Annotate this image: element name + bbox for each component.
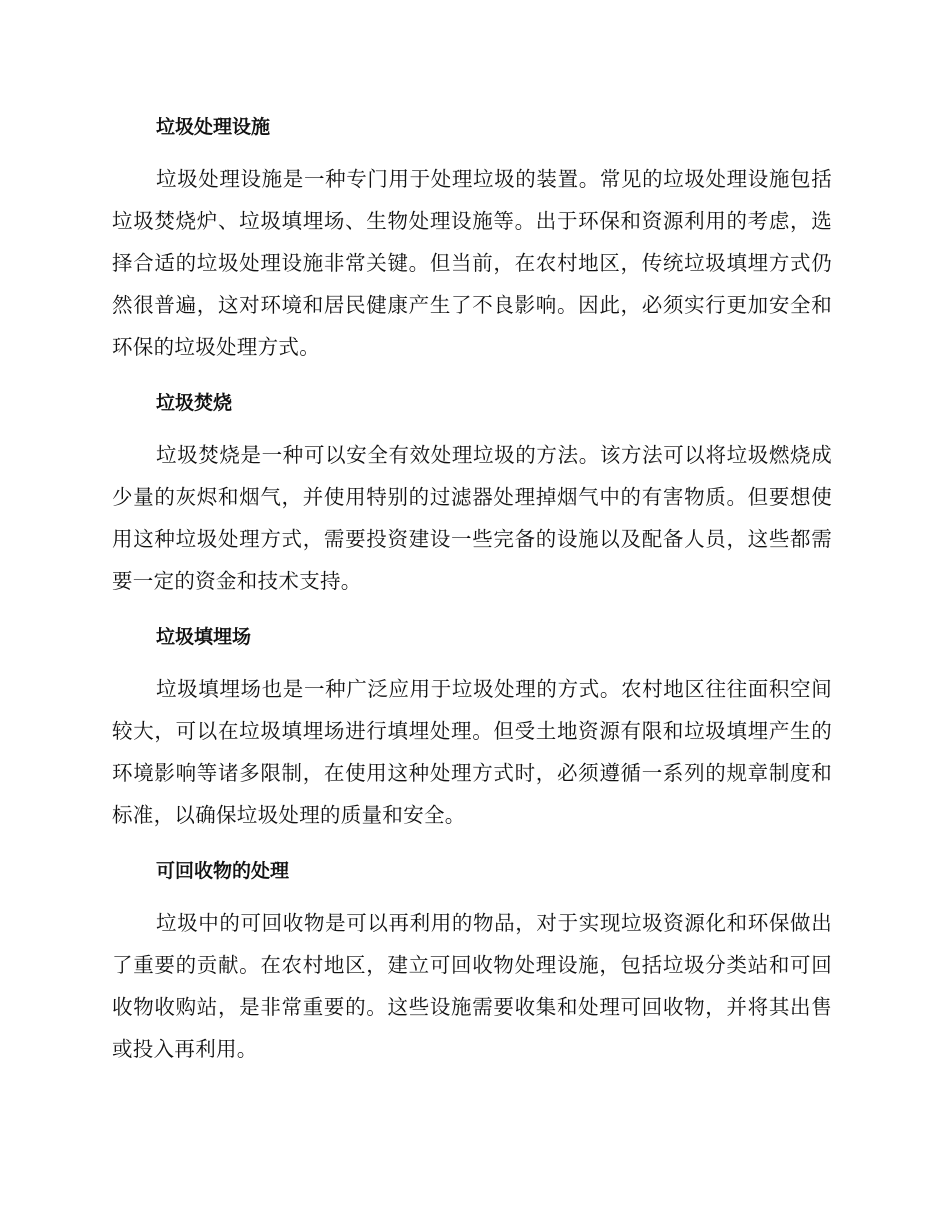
section-paragraph: 垃圾处理设施是一种专门用于处理垃圾的装置。常见的垃圾处理设施包括垃圾焚烧炉、垃圾填埋场、生物处理设施等。出于环保和资源利用的考虑，选择合适的垃圾处理设施非常关键。但当前，在农村地区，传统垃圾填埋方式仍然很普遍，这对环境和居民健康产生了不良影响。因此，必须实行更加安全和环保的垃圾处理方式。 xyxy=(112,167,832,359)
section-landfill xyxy=(112,616,832,836)
section-heading: 可回收物的处理 xyxy=(156,860,290,882)
section-paragraph: 垃圾中的可回收物是可以再利用的物品，对于实现垃圾资源化和环保做出了重要的贡献。在农村地区，建立可回收物处理设施，包括垃圾分类站和可回收物收购站，是非常重要的。这些设施需要收集和处理可回收物，并将其出售或投入再利用。 xyxy=(112,911,832,1061)
section-heading: 垃圾焚烧 xyxy=(156,392,233,414)
section-recyclables xyxy=(112,850,832,1070)
section-incineration xyxy=(112,382,832,602)
section-heading: 垃圾填埋场 xyxy=(156,626,252,648)
section-heading: 垃圾处理设施 xyxy=(156,116,271,138)
document-page xyxy=(112,106,832,1084)
section-paragraph: 垃圾焚烧是一种可以安全有效处理垃圾的方法。该方法可以将垃圾燃烧成少量的灰烬和烟气，并使用特别的过滤器处理掉烟气中的有害物质。但要想使用这种垃圾处理方式，需要投资建设一些完备的设施以及配备人员，这些都需要一定的资金和技术支持。 xyxy=(112,443,832,593)
section-waste-facilities xyxy=(112,106,832,368)
section-paragraph: 垃圾填埋场也是一种广泛应用于垃圾处理的方式。农村地区往往面积空间较大，可以在垃圾填埋场进行填埋处理。但受土地资源有限和垃圾填埋产生的环境影响等诸多限制，在使用这种处理方式时，必须遵循一系列的规章制度和标准，以确保垃圾处理的质量和安全。 xyxy=(112,677,832,827)
